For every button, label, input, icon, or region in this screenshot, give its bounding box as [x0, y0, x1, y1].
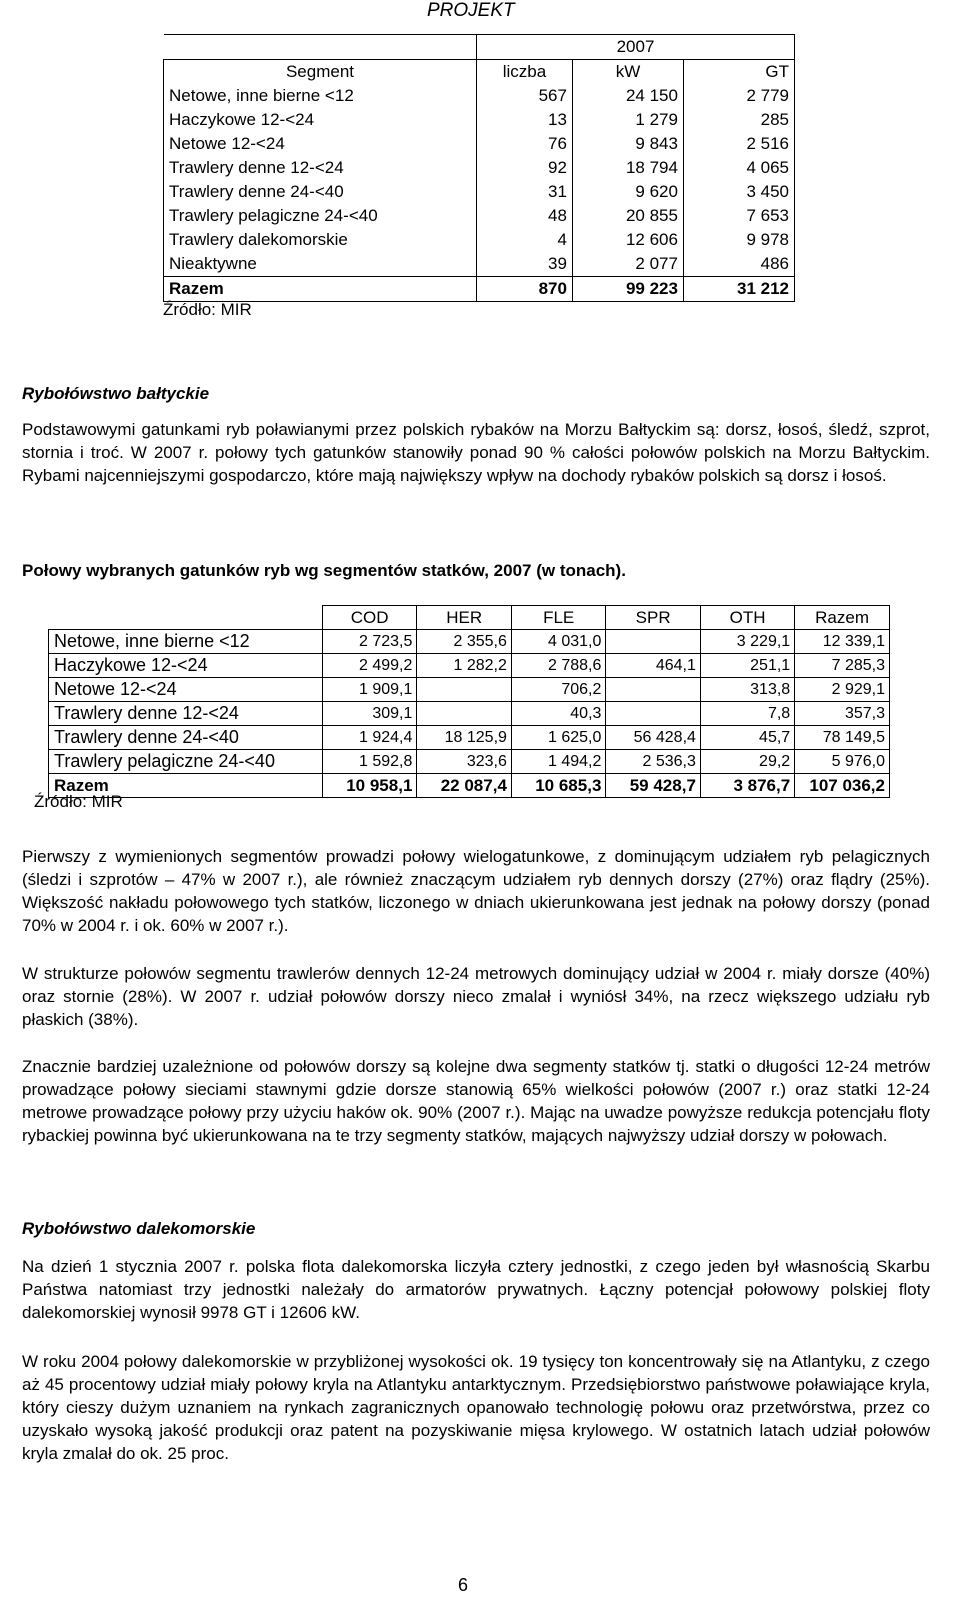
- table-cell: 9 978: [683, 228, 794, 252]
- column-header: kW: [572, 60, 683, 85]
- table-cell: 18 125,9: [417, 726, 512, 750]
- table-cell: 9 843: [572, 132, 683, 156]
- table-cell: 1 625,0: [511, 726, 606, 750]
- table-header-row: [164, 60, 795, 85]
- table-cell: 39: [477, 252, 573, 277]
- table-cell: 4 065: [683, 156, 794, 180]
- table-cell: 31 212: [683, 277, 794, 302]
- table-cell: 2 536,3: [606, 750, 701, 774]
- table-cell: 5 976,0: [795, 750, 890, 774]
- table-cell: Netowe, inne bierne <12: [49, 630, 323, 654]
- table-row: [164, 84, 795, 108]
- table-cell: 1 592,8: [322, 750, 417, 774]
- table-cell: 251,1: [700, 654, 794, 678]
- column-header: Razem: [795, 606, 890, 630]
- table-cell: 59 428,7: [606, 774, 701, 798]
- table-cell: 29,2: [700, 750, 794, 774]
- table-cell: [417, 678, 512, 702]
- table-cell: Netowe, inne bierne <12: [164, 84, 477, 108]
- table-cell: 48: [477, 204, 573, 228]
- table-cell: 56 428,4: [606, 726, 701, 750]
- table-cell: 7 653: [683, 204, 794, 228]
- column-header: OTH: [700, 606, 794, 630]
- page-number: 6: [458, 1575, 469, 1595]
- catch-by-segment-table: [48, 605, 890, 798]
- year-header: 2007: [477, 35, 795, 60]
- column-header: COD: [322, 606, 417, 630]
- paragraph-analysis-1: Pierwszy z wymienionych segmentów prowadzi połowy wielogatunkowe, z dominującym udziałem ryb pelagicznych (śledzi i szprotów – 47% w 2007 r.), ale również znaczącym udziałem ryb dennych dorszy (27%) oraz flądry (25%). Większość nakładu połowowego tych statków, liczonego w dniach ukierunkowana jest jednak na połowy dorszy (ponad 70% w 2004 r. i ok. 60% w 2007 r.).: [22, 847, 930, 935]
- column-header: FLE: [511, 606, 606, 630]
- table-cell: 1 494,2: [511, 750, 606, 774]
- table-cell: 24 150: [572, 84, 683, 108]
- table-cell: 2 788,6: [511, 654, 606, 678]
- table-cell: Nieaktywne: [164, 252, 477, 277]
- table-cell: 323,6: [417, 750, 512, 774]
- table-row: [49, 678, 890, 702]
- table-cell: [606, 702, 701, 726]
- table-cell: Netowe 12-<24: [164, 132, 477, 156]
- table-cell: 3 229,1: [700, 630, 794, 654]
- table-cell: 31: [477, 180, 573, 204]
- table-cell: Trawlery denne 12-<24: [164, 156, 477, 180]
- table-row: [164, 108, 795, 132]
- table-row: [49, 654, 890, 678]
- paragraph-analysis-3: Znacznie bardziej uzależnione od połowów dorszy są kolejne dwa segmenty statków tj. statki o długości 12-24 metrów prowadzące połowy sieciami stawnymi gdzie dorsze stanowią 65% wielkości połowów (2007 r.) oraz statki 12-24 metrowe prowadzące połowy przy użyciu haków ok. 90% (2007 r.). Mając na uwadze powyższe redukcja potencjału floty rybackiej powinna być ukierunkowana na te trzy segmenty statków, mających najwyższy udział dorszy w połowach.: [22, 1057, 930, 1145]
- table-cell: 3 450: [683, 180, 794, 204]
- table-cell: 357,3: [795, 702, 890, 726]
- table-cell: Razem: [49, 774, 323, 798]
- table-cell: 92: [477, 156, 573, 180]
- table-cell: 99 223: [572, 277, 683, 302]
- table-cell: 4 031,0: [511, 630, 606, 654]
- table-cell: 486: [683, 252, 794, 277]
- table-cell: 78 149,5: [795, 726, 890, 750]
- column-header: Segment: [164, 60, 477, 85]
- table-cell: 40,3: [511, 702, 606, 726]
- table-cell: 12 606: [572, 228, 683, 252]
- paragraph-distant-1: Na dzień 1 stycznia 2007 r. polska flota dalekomorska liczyła cztery jednostki, z czego jeden był własnością Skarbu Państwa natomiast trzy jednostki należały do armatorów prywatnych. Łączny potencjał połowowy polskiej floty dalekomorskiej wynosił 9978 GT i 12606 kW.: [22, 1257, 930, 1322]
- table-cell: 7 285,3: [795, 654, 890, 678]
- table-cell: 309,1: [322, 702, 417, 726]
- table-cell: Haczykowe 12-<24: [49, 654, 323, 678]
- table-cell: Netowe 12-<24: [49, 678, 323, 702]
- table-cell: [606, 630, 701, 654]
- table-cell: 22 087,4: [417, 774, 512, 798]
- table-cell: Trawlery pelagiczne 24-<40: [49, 750, 323, 774]
- paragraph-baltic: Podstawowymi gatunkami ryb poławianymi przez polskich rybaków na Morzu Bałtyckim są: dorsz, łosoś, śledź, szprot, stornia i troć. W 2007 r. połowy tych gatunków stanowiły ponad 90 % całości połowów polskich na Morzu Bałtyckim. Rybami najcenniejszymi gospodarczo, które mają największy wpływ na dochody rybaków polskich są dorsz i łosoś.: [22, 420, 930, 485]
- table-cell: Trawlery denne 24-<40: [49, 726, 323, 750]
- table-cell: Trawlery pelagiczne 24-<40: [164, 204, 477, 228]
- table-row: [49, 750, 890, 774]
- table-cell: 9 620: [572, 180, 683, 204]
- table2-title: Połowy wybranych gatunków ryb wg segmentów statków, 2007 (w tonach).: [22, 561, 626, 580]
- table-cell: 4: [477, 228, 573, 252]
- table-row: [164, 35, 795, 60]
- table-cell: 2 723,5: [322, 630, 417, 654]
- table-cell: 10 685,3: [511, 774, 606, 798]
- table-cell: Trawlery dalekomorskie: [164, 228, 477, 252]
- table2-source: Źródło: MIR: [34, 792, 123, 811]
- table-cell: 313,8: [700, 678, 794, 702]
- table-cell: 1 279: [572, 108, 683, 132]
- table-cell: [606, 678, 701, 702]
- table-cell: Trawlery denne 24-<40: [164, 180, 477, 204]
- table-cell: 7,8: [700, 702, 794, 726]
- table-cell: 2 355,6: [417, 630, 512, 654]
- table-cell: 1 924,4: [322, 726, 417, 750]
- paragraph-analysis-2: W strukturze połowów segmentu trawlerów dennych 12-24 metrowych dominujący udział w 2004 r. miały dorsze (40%) oraz stornie (28%). W 2007 r. udział połowów dorszy nieco zmalał i wyniósł 34%, na rzecz większego udziału ryb płaskich (38%).: [22, 964, 930, 1029]
- column-header: [49, 606, 323, 630]
- table-row: [164, 228, 795, 252]
- table-cell: 567: [477, 84, 573, 108]
- table-total-row: [164, 277, 795, 302]
- table-cell: 3 876,7: [700, 774, 794, 798]
- table-cell: 18 794: [572, 156, 683, 180]
- fleet-segments-table: [163, 34, 795, 302]
- table-cell: 12 339,1: [795, 630, 890, 654]
- column-header: GT: [683, 60, 794, 85]
- table-cell: 45,7: [700, 726, 794, 750]
- table-row: [164, 252, 795, 277]
- column-header: HER: [417, 606, 512, 630]
- table-cell: 107 036,2: [795, 774, 890, 798]
- table-cell: 1 909,1: [322, 678, 417, 702]
- table-cell: 10 958,1: [322, 774, 417, 798]
- table-cell: 13: [477, 108, 573, 132]
- table-header-row: [49, 606, 890, 630]
- table-row: [164, 156, 795, 180]
- table-cell: Haczykowe 12-<24: [164, 108, 477, 132]
- table-row: [49, 630, 890, 654]
- table-cell: Razem: [164, 277, 477, 302]
- table-row: [164, 204, 795, 228]
- table-cell: 464,1: [606, 654, 701, 678]
- table-cell: 2 929,1: [795, 678, 890, 702]
- section-heading-distant: Rybołówstwo dalekomorskie: [22, 1219, 256, 1238]
- table-cell: 2 077: [572, 252, 683, 277]
- table-cell: 870: [477, 277, 573, 302]
- paragraph-distant-2: W roku 2004 połowy dalekomorskie w przybliżonej wysokości ok. 19 tysięcy ton koncentrowały się na Atlantyku, z czego aż 45 procentowy udział miały połowy kryla na Atlantyku antarktycznym. Przedsiębiorstwo państwowe poławiające kryla, który cieszy dużym uznaniem na rynkach zagranicznych opanowało technologię połowu oraz przetwórstwa, przez co uzyskało wysoką jakość produkcji oraz patent na pozyskiwanie mięsa krylowego. W ostatnich latach udział połowów kryla zmalał do ok. 25 proc.: [22, 1352, 930, 1463]
- table1-source: Źródło: MIR: [163, 300, 252, 319]
- table-cell: 76: [477, 132, 573, 156]
- table-cell: 2 516: [683, 132, 794, 156]
- column-header: liczba: [477, 60, 573, 85]
- table-row: [49, 726, 890, 750]
- table-total-row: [49, 774, 890, 798]
- table-row: [49, 702, 890, 726]
- table-cell: 285: [683, 108, 794, 132]
- section-heading-baltic: Rybołówstwo bałtyckie: [22, 384, 210, 403]
- table-cell: 2 499,2: [322, 654, 417, 678]
- table-cell: 2 779: [683, 84, 794, 108]
- table-cell: 1 282,2: [417, 654, 512, 678]
- table-cell: Trawlery denne 12-<24: [49, 702, 323, 726]
- table-row: [164, 180, 795, 204]
- table-cell: [417, 702, 512, 726]
- project-label: PROJEKT: [427, 0, 515, 21]
- table-row: [164, 132, 795, 156]
- table-cell: 706,2: [511, 678, 606, 702]
- table-cell: 20 855: [572, 204, 683, 228]
- column-header: SPR: [606, 606, 701, 630]
